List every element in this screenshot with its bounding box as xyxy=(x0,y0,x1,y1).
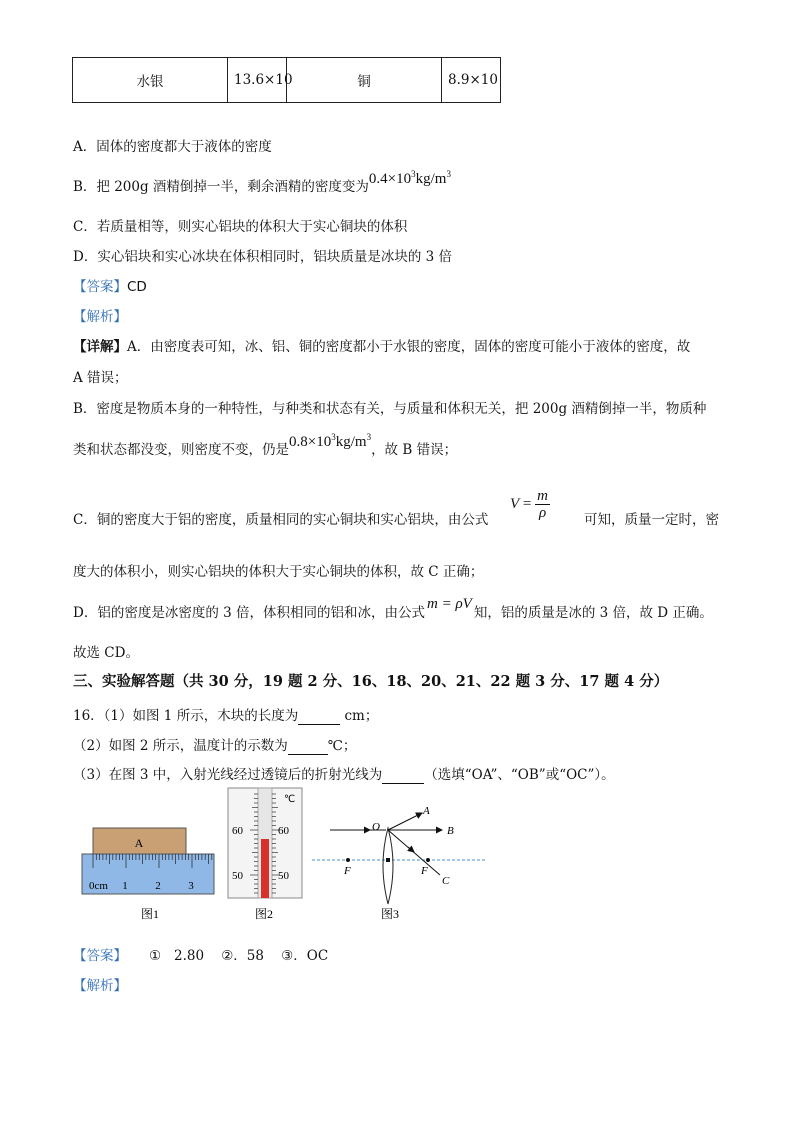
table-row xyxy=(73,58,501,103)
section-title: 三、实验解答题（共 30 分，19 题 2 分、16、18、20、21、22 题 3 分、17 题 4 分） xyxy=(73,673,669,690)
detail-line-5 xyxy=(73,508,488,528)
question-text: （3）在图 3 中，入射光线经过透镜后的折射光线为 xyxy=(73,767,383,783)
figure-1-ruler xyxy=(80,826,220,930)
analysis-tag: 【解析】 xyxy=(73,309,127,325)
answer-line xyxy=(73,275,147,295)
figure-caption: 图1 xyxy=(140,907,160,921)
figure-2-thermometer xyxy=(226,786,306,930)
question-text: ℃； xyxy=(327,738,357,754)
answer-value: CD xyxy=(127,279,147,295)
ruler-label: 2 xyxy=(155,880,161,892)
table-cell: 水银 xyxy=(73,58,228,103)
detail-text: 知，铝的质量是冰的 3 倍，故 D 正确。 xyxy=(473,605,713,621)
label-b: B xyxy=(447,825,454,837)
ruler-label: 0cm xyxy=(89,880,108,892)
scale-label: 50 xyxy=(232,870,243,882)
question-text: cm； xyxy=(340,708,379,724)
answer-blank xyxy=(288,738,328,755)
answer-blank xyxy=(298,708,340,725)
detail-line-7 xyxy=(73,596,713,622)
ruler-label: 1 xyxy=(122,880,128,892)
option-a: A．固体的密度都大于液体的密度 xyxy=(73,139,272,155)
label-o: O xyxy=(372,821,380,833)
detail-line-3: B．密度是物质本身的一种特性，与种类和状态有关，与质量和体积无关，把 200g 酒精倒掉一半，物质种 xyxy=(73,401,707,417)
q16-answer-line xyxy=(73,944,328,964)
q16-part1 xyxy=(73,704,378,725)
option-c: C．若质量相等，则实心铝块的体积大于实心铜块的体积 xyxy=(73,219,408,235)
formula-density: $0.8\times 10^3kg/m^3$ xyxy=(289,432,372,450)
question-text: （选填“OA”、“OB”或“OC”）。 xyxy=(424,767,615,783)
figure-caption: 图3 xyxy=(380,907,400,921)
label-a: A xyxy=(423,805,430,817)
detail-line-8: 故选 CD。 xyxy=(73,645,139,661)
detail-line-5-tail: 可知，质量一定时，密 xyxy=(584,512,719,528)
figure-caption: 图2 xyxy=(254,907,274,921)
answer-blank xyxy=(382,767,424,784)
detail-text: D．铝的密度是冰密度的 3 倍，体积相同的铝和冰，由公式 xyxy=(73,605,425,621)
option-b xyxy=(73,169,451,196)
detail-text: 类和状态都没变，则密度不变，仍是 xyxy=(73,442,289,458)
label-f-right: F xyxy=(421,865,428,877)
thermometer-liquid xyxy=(261,839,269,898)
table-cell: 13.6×10 xyxy=(228,58,287,103)
detail-line-1 xyxy=(73,335,690,355)
answer-tag: 【答案】 xyxy=(73,279,127,295)
option-b-text: B．把 200g 酒精倒掉一半，剩余酒精的密度变为 xyxy=(73,179,369,195)
detail-text: A．由密度表可知，冰、铝、铜的密度都小于水银的密度，固体的密度可能小于液体的密度，故 xyxy=(127,339,691,355)
option-b-formula: $0.4\times 10^3kg/m^3$ xyxy=(368,169,451,187)
formula-volume: V = $\frac{m}{\rho}$ xyxy=(510,488,548,521)
detail-text: ，故 B 错误； xyxy=(371,442,458,458)
formula-mass: m = ρV xyxy=(427,596,472,612)
focal-point-right xyxy=(426,858,430,862)
figure-3-lens xyxy=(310,800,490,930)
block-label: A xyxy=(134,836,144,850)
convex-lens xyxy=(383,828,393,904)
ruler-label: 3 xyxy=(188,880,194,892)
q16-part2 xyxy=(73,734,356,755)
detail-tag: 【详解】 xyxy=(73,339,127,355)
question-text: （2）如图 2 所示，温度计的示数为 xyxy=(73,738,288,754)
scale-label: 60 xyxy=(232,825,243,837)
question-text: 16．（1）如图 1 所示，木块的长度为 xyxy=(73,708,299,724)
answer-value: ① 2.80 ②．58 ③．OC xyxy=(149,948,329,964)
ray-oa xyxy=(388,813,422,830)
table-cell: 8.9×10 xyxy=(442,58,501,103)
label-f-left: F xyxy=(344,865,351,877)
ray-oc-arrow xyxy=(408,847,414,852)
detail-line-6: 度大的体积小，则实心铝块的体积大于实心铜块的体积，故 C 正确； xyxy=(73,564,484,580)
scale-label: 60 xyxy=(278,825,289,837)
detail-line-2: A 错误； xyxy=(73,370,128,386)
label-c: C xyxy=(442,875,450,887)
detail-line-4 xyxy=(73,432,458,459)
scale-label: 50 xyxy=(278,870,289,882)
answer-tag: 【答案】 xyxy=(73,948,127,964)
unit-label: ℃ xyxy=(284,794,296,805)
ray-oc xyxy=(388,830,440,875)
focal-point-left xyxy=(346,858,350,862)
detail-text: C．铜的密度大于铝的密度，质量相同的实心铜块和实心铝块，由公式 xyxy=(73,512,489,528)
analysis-tag: 【解析】 xyxy=(73,978,127,994)
table-cell: 铜 xyxy=(287,58,442,103)
optical-center xyxy=(386,858,390,862)
q16-part3 xyxy=(73,763,615,784)
density-table xyxy=(72,57,501,103)
option-d: D．实心铝块和实心冰块在体积相同时，铝块质量是冰块的 3 倍 xyxy=(73,249,452,265)
